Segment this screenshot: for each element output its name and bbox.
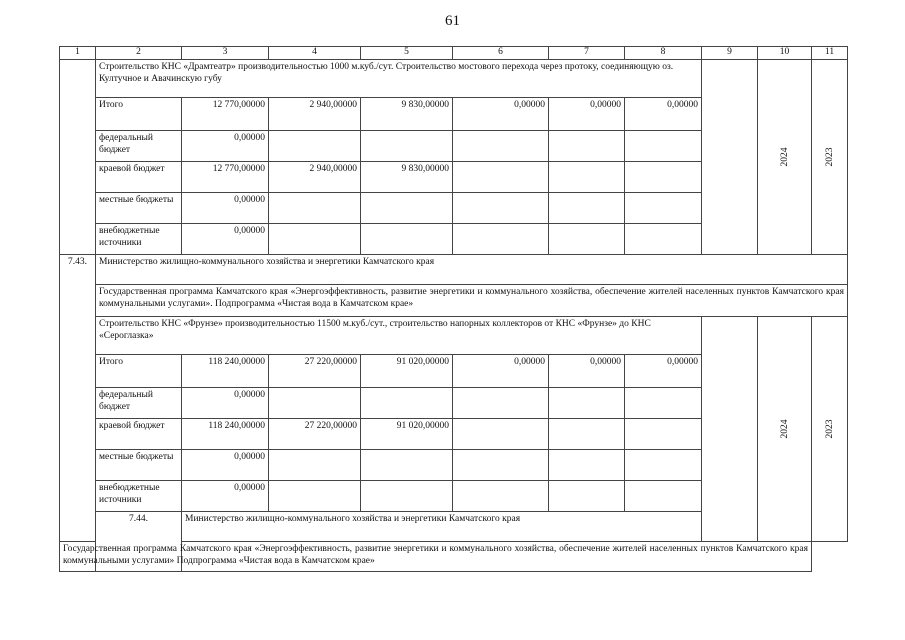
value-cell [549, 419, 625, 450]
value-cell: 0,00000 [549, 355, 625, 388]
value-cell: 0,00000 [625, 355, 702, 388]
value-cell [549, 388, 625, 419]
row-label: местные бюджеты [96, 193, 182, 224]
column-header: 9 [702, 47, 758, 60]
value-cell [549, 450, 625, 481]
value-cell: 0,00000 [182, 224, 269, 255]
value-cell [625, 224, 702, 255]
column-header: 7 [549, 47, 625, 60]
value-cell [625, 162, 702, 193]
value-cell: 0,00000 [549, 98, 625, 131]
value-cell: 0,00000 [182, 388, 269, 419]
value-cell [549, 224, 625, 255]
table-row-ministry [60, 255, 848, 285]
value-cell [361, 224, 453, 255]
program-name: Государственная программа Камчатского края «Энергоэффективность, развитие энергетики и коммунального хозяйства, обеспечение жителей населенных пунктов Камчатского края коммунальными услугами». Подпрограмма «Чистая вода в Камчатском крае» [96, 285, 848, 317]
value-cell: 91 020,00000 [361, 355, 453, 388]
value-cell: 9 830,00000 [361, 162, 453, 193]
project-title: Строительство КНС «Драмтеатр» производительностью 1000 м.куб./сут. Строительство мостового перехода через протоку, соединяющую оз. Култучное и Авачинскую губу [96, 60, 702, 98]
year-end: 2024 [758, 317, 812, 542]
column-header: 11 [812, 47, 848, 60]
row-label: местные бюджеты [96, 450, 182, 481]
value-cell: 27 220,00000 [269, 419, 361, 450]
value-cell [453, 388, 549, 419]
value-cell: 0,00000 [453, 355, 549, 388]
ministry-name: Министерство жилищно-коммунального хозяйства и энергетики Камчатского края [182, 512, 848, 542]
value-cell [453, 224, 549, 255]
value-cell [549, 481, 625, 512]
value-cell [361, 193, 453, 224]
row-label: Итого [96, 355, 182, 388]
column-header-row [60, 47, 848, 60]
value-cell: 0,00000 [182, 193, 269, 224]
value-cell: 12 770,00000 [182, 162, 269, 193]
value-cell: 0,00000 [625, 98, 702, 131]
value-cell: 118 240,00000 [182, 419, 269, 450]
row-label: федеральный бюджет [96, 388, 182, 419]
value-cell: 91 020,00000 [361, 419, 453, 450]
value-cell: 27 220,00000 [269, 355, 361, 388]
column-header: 3 [182, 47, 269, 60]
value-cell [269, 193, 361, 224]
value-cell: 2 940,00000 [269, 162, 361, 193]
value-cell [453, 162, 549, 193]
table-row [60, 60, 848, 98]
value-cell [625, 388, 702, 419]
value-cell: 2 940,00000 [269, 98, 361, 131]
table-row-program [60, 542, 848, 572]
ministry-name: Министерство жилищно-коммунального хозяйства и энергетики Камчатского края [96, 255, 848, 285]
value-cell: 0,00000 [182, 131, 269, 162]
value-cell [549, 162, 625, 193]
value-cell [269, 481, 361, 512]
column-header: 1 [60, 47, 96, 60]
value-cell: 12 770,00000 [182, 98, 269, 131]
row-label: краевой бюджет [96, 162, 182, 193]
row-label: внебюджетные источники [96, 224, 182, 255]
row-label: краевой бюджет [96, 419, 182, 450]
row-label: федеральный бюджет [96, 131, 182, 162]
project-title: Строительство КНС «Фрунзе» производительностью 11500 м.куб./сут., строительство напорных коллекторов от КНС «Фрунзе» до КНС «Сероглазка» [96, 317, 702, 355]
year-start: 2023 [812, 317, 848, 542]
value-cell [269, 450, 361, 481]
year-end: 2024 [758, 60, 812, 255]
column-header: 4 [269, 47, 361, 60]
row-label: внебюджетные источники [96, 481, 182, 512]
value-cell: 0,00000 [453, 98, 549, 131]
table-row-program [60, 285, 848, 317]
value-cell [453, 450, 549, 481]
column-header: 10 [758, 47, 812, 60]
value-cell [453, 481, 549, 512]
value-cell [361, 450, 453, 481]
value-cell [625, 450, 702, 481]
table-row-ministry [60, 512, 848, 542]
row-number: 7.43. [60, 255, 96, 542]
value-cell [453, 193, 549, 224]
value-cell [453, 419, 549, 450]
table-row [60, 317, 848, 355]
row-number [60, 60, 96, 255]
value-cell [361, 481, 453, 512]
column-header: 5 [361, 47, 453, 60]
value-cell [549, 193, 625, 224]
value-cell: 0,00000 [182, 450, 269, 481]
value-cell: 118 240,00000 [182, 355, 269, 388]
value-cell [453, 131, 549, 162]
budget-table [59, 46, 848, 572]
value-cell [361, 131, 453, 162]
value-cell [361, 388, 453, 419]
value-cell [269, 224, 361, 255]
value-cell [625, 131, 702, 162]
row-label: Итого [96, 98, 182, 131]
value-cell: 9 830,00000 [361, 98, 453, 131]
row-number: 7.44. [96, 512, 182, 572]
value-cell [625, 481, 702, 512]
page-number: 61 [445, 13, 460, 29]
program-name: Государственная программа Камчатского края «Энергоэффективность, развитие энергетики и коммунального хозяйства, обеспечение жителей населенных пунктов Камчатского края коммунальными услугами» Подпрограмма «Чистая вода в Камчатском крае» [60, 542, 812, 572]
empty-cell [702, 60, 758, 255]
column-header: 8 [625, 47, 702, 60]
year-start: 2023 [812, 60, 848, 255]
column-header: 2 [96, 47, 182, 60]
value-cell [269, 388, 361, 419]
empty-cell [702, 317, 758, 542]
value-cell [625, 419, 702, 450]
column-header: 6 [453, 47, 549, 60]
value-cell [269, 131, 361, 162]
value-cell [625, 193, 702, 224]
value-cell: 0,00000 [182, 481, 269, 512]
value-cell [549, 131, 625, 162]
